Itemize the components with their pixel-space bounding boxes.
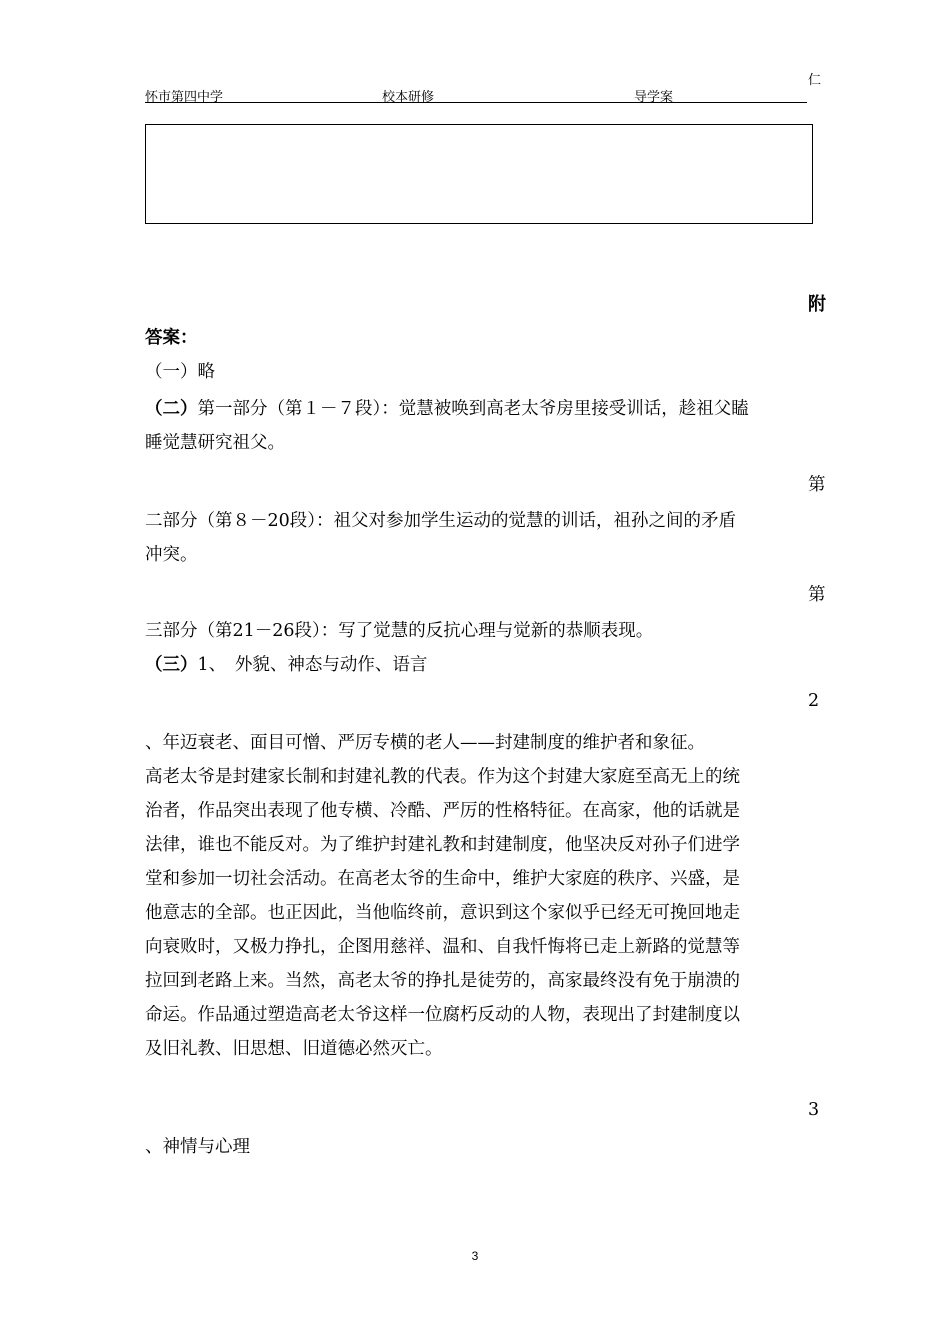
section-2-line2: 睡觉慧研究祖父。	[145, 433, 285, 453]
header-rule	[145, 102, 807, 103]
part3: 三部分（第21－26段）：写了觉慧的反抗心理与觉新的恭顺表现。	[145, 621, 654, 641]
section-2-label: （二）	[145, 399, 198, 419]
header-corner: 仁	[808, 73, 822, 88]
num-2: 2	[808, 691, 820, 711]
page-number: 3	[471, 1249, 479, 1263]
section-3-line: （三）1、 外貌、神态与动作、语言	[145, 655, 428, 675]
item-2: 、年迈衰老、面目可憎、严厉专横的老人——封建制度的维护者和象征。	[145, 733, 705, 753]
para-line: 命运。作品通过塑造高老太爷这样一位腐朽反动的人物，表现出了封建制度以	[145, 1005, 740, 1025]
para-line: 治者，作品突出表现了他专横、冷酷、严厉的性格特征。在高家，他的话就是	[145, 801, 740, 821]
fu-char: 附	[808, 294, 826, 315]
header-program: 校本研修	[382, 90, 435, 105]
answer-title: 答案：	[145, 328, 198, 348]
part2-line2: 冲突。	[145, 545, 198, 565]
para-line: 堂和参加一切社会活动。在高老太爷的生命中，维护大家庭的秩序、兴盛，是	[145, 869, 740, 889]
di-a: 第	[808, 475, 826, 495]
para-line: 及旧礼教、旧思想、旧道德必然灭亡。	[145, 1039, 443, 1059]
para-line: 法律，谁也不能反对。为了维护封建礼教和封建制度，他坚决反对孙子们进学	[145, 835, 740, 855]
section-2-line1: （二）第一部分（第１－７段）：觉慧被唤到高老太爷房里接受训话，趁祖父瞌	[145, 399, 749, 419]
num-3: 3	[808, 1100, 820, 1120]
para-line: 他意志的全部。也正因此，当他临终前，意识到这个家似乎已经无可挽回地走	[145, 903, 740, 923]
header-type: 导学案	[634, 90, 674, 105]
section-3-label: （三）	[145, 655, 198, 675]
part2-line1: 二部分（第８－20段）：祖父对参加学生运动的觉慧的训话，祖孙之间的矛盾	[145, 511, 737, 531]
di-b: 第	[808, 585, 826, 605]
para-line: 高老太爷是封建家长制和封建礼教的代表。作为这个封建大家庭至高无上的统	[145, 767, 740, 787]
header-school: 怀市第四中学	[145, 90, 224, 105]
para-line: 向衰败时，又极力挣扎，企图用慈祥、温和、自我忏悔将已走上新路的觉慧等	[145, 937, 740, 957]
item-3: 、神情与心理	[145, 1137, 250, 1157]
empty-box	[145, 124, 813, 224]
section-1: （一）略	[145, 362, 215, 382]
para-line: 拉回到老路上来。当然，高老太爷的挣扎是徒劳的，高家最终没有免于崩溃的	[145, 971, 740, 991]
